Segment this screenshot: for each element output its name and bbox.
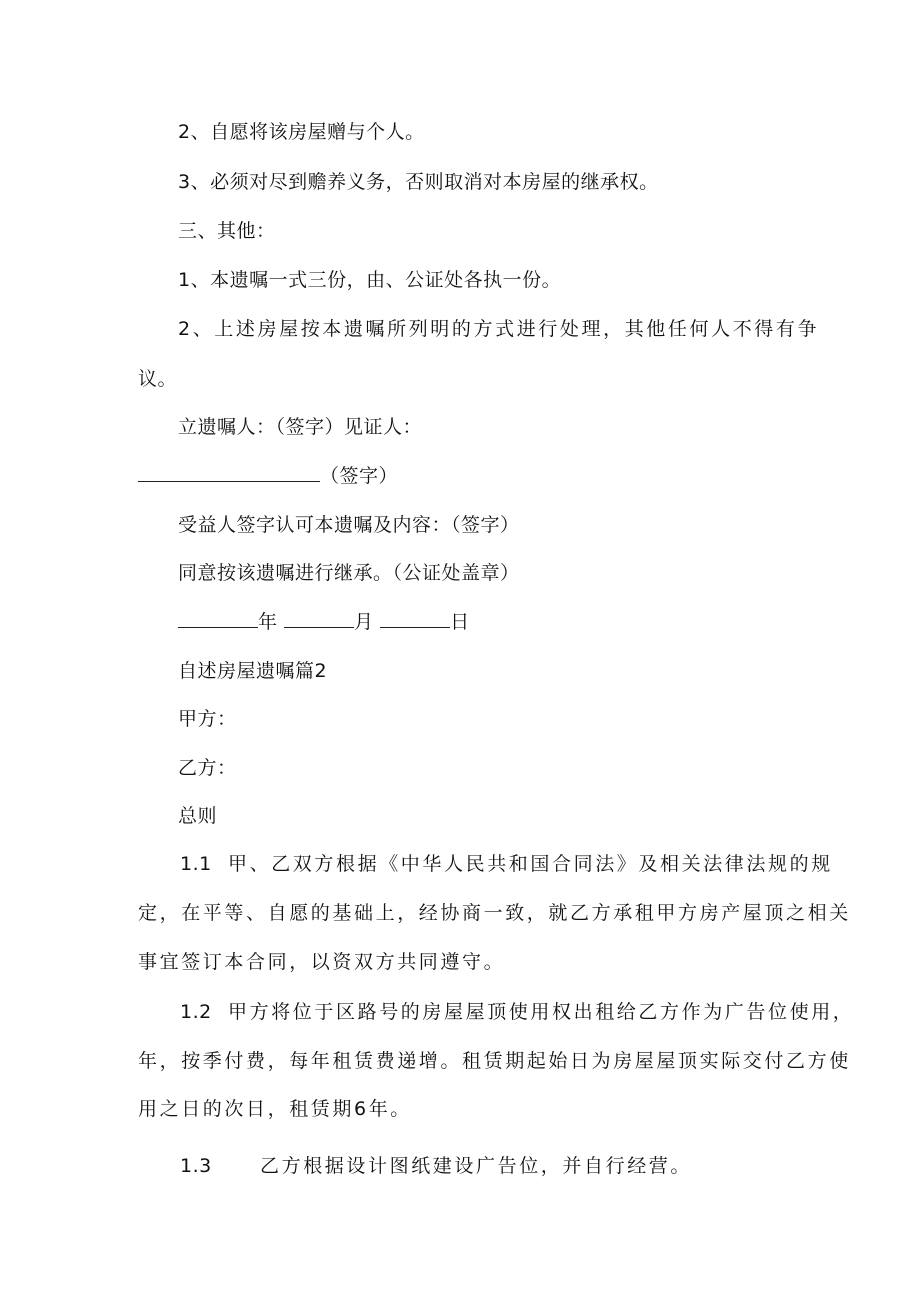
date-line <box>178 609 470 634</box>
month-label: 月 <box>354 611 374 633</box>
witness-signature-line <box>138 463 398 488</box>
section-heading-other: 三、其他： <box>178 220 276 242</box>
clause-1-2-num: 1.2 <box>180 1001 212 1023</box>
notary-line: 同意按该遗嘱进行继承。（公证处盖章） <box>178 562 520 584</box>
general-heading: 总则 <box>178 805 218 827</box>
party-a: 甲方： <box>178 708 237 730</box>
paragraph-other-2: 2、上述房屋按本遗嘱所列明的方式进行处理，其他任何人不得有争 <box>178 318 820 340</box>
section-title-2: 自述房屋遗嘱篇2 <box>178 660 328 682</box>
signature-label: （签字） <box>320 465 399 487</box>
clause-1-2-line2: 年，按季付费，每年租赁费递增。租赁期起始日为房屋屋顶实际交付乙方使 <box>138 1050 851 1072</box>
clause-1-3-line1: 乙方根据设计图纸建设广告位，并自行经营。 <box>260 1155 693 1177</box>
beneficiary-line: 受益人签字认可本遗嘱及内容：（签字） <box>178 514 520 536</box>
clause-1-1-line2: 定，在平等、自愿的基础上，经协商一致，就乙方承租甲方房产屋顶之相关 <box>138 902 851 924</box>
clause-1-2-line1: 甲方将位于区路号的房屋屋顶使用权出租给乙方作为广告位使用， <box>228 1001 855 1023</box>
paragraph-item-2: 2、自愿将该房屋赠与个人。 <box>178 121 425 143</box>
paragraph-other-2-cont: 议。 <box>138 368 178 390</box>
clause-1-1-line3: 事宜签订本合同，以资双方共同遵守。 <box>138 951 506 973</box>
day-label: 日 <box>450 611 470 633</box>
clause-1-2-line3: 用之日的次日，租赁期6年。 <box>138 1098 412 1120</box>
year-label: 年 <box>258 611 278 633</box>
clause-1-1-num: 1.1 <box>180 853 212 875</box>
party-b: 乙方： <box>178 757 237 779</box>
paragraph-other-1: 1、本遗嘱一式三份，由、公证处各执一份。 <box>178 269 562 291</box>
month-blank <box>284 609 354 628</box>
year-blank <box>178 609 258 628</box>
testator-witness-line: 立遗嘱人：（签字）见证人： <box>178 416 423 438</box>
paragraph-item-3: 3、必须对尽到赡养义务，否则取消对本房屋的继承权。 <box>178 171 659 193</box>
signature-blank <box>138 463 320 482</box>
clause-1-1-line1: 甲、乙双方根据《中华人民共和国合同法》及相关法律法规的规 <box>228 853 833 875</box>
day-blank <box>380 609 450 628</box>
clause-1-3-num: 1.3 <box>180 1155 212 1177</box>
